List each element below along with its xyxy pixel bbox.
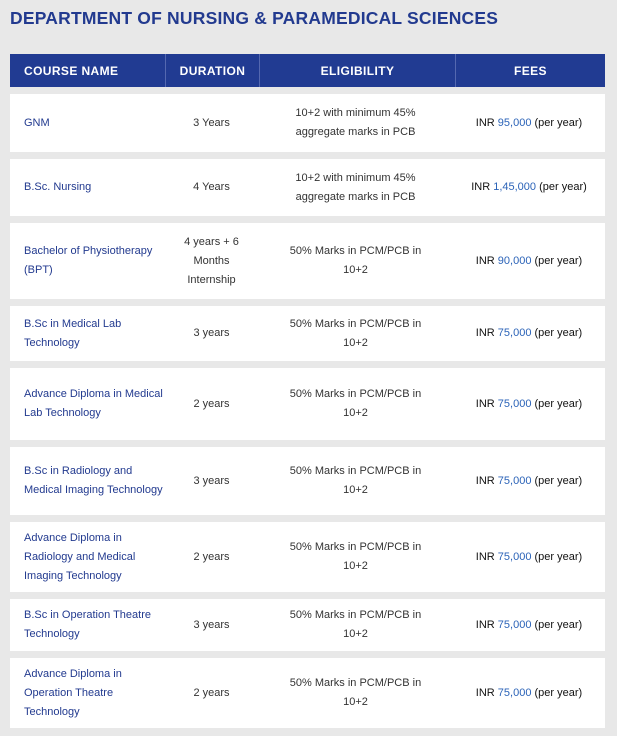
fee-currency: INR <box>475 254 495 267</box>
eligibility-cell <box>258 306 453 361</box>
courses-table <box>10 54 605 728</box>
duration-cell <box>165 522 258 592</box>
fee-amount: 1,45,000 <box>493 181 537 193</box>
eligibility-cell <box>258 522 453 592</box>
header-eligibility: ELIGIBILITY <box>260 54 456 87</box>
duration-cell-text: 3 years <box>193 474 230 487</box>
fees-cell <box>453 223 605 299</box>
fee-period: (per year) <box>534 254 583 267</box>
fees-cell <box>453 306 605 361</box>
fees-cell <box>453 159 605 216</box>
course-name-cell-text: Bachelor of Physiotherapy (BPT) <box>24 245 153 276</box>
course-name-cell <box>10 658 165 728</box>
course-name-cell-text: GNM <box>24 116 50 129</box>
fee-amount: 75,000 <box>497 327 532 339</box>
fees-cell <box>453 368 605 440</box>
eligibility-cell-text: 50% Marks in PCM/PCB in 10+2 <box>289 388 422 419</box>
eligibility-cell <box>258 447 453 515</box>
table-row <box>10 368 605 440</box>
eligibility-cell-text: 10+2 with minimum 45% aggregate marks in PCB <box>295 107 416 138</box>
header-duration: DURATION <box>166 54 260 87</box>
fee-amount: 95,000 <box>497 116 532 129</box>
fee-amount: 75,000 <box>497 618 532 631</box>
course-name-cell-text: B.Sc in Operation Theatre Technology <box>24 609 151 640</box>
duration-cell-text: 3 years <box>193 618 230 631</box>
table-row <box>10 658 605 728</box>
course-name-cell-text: Advance Diploma in Radiology and Medical Imaging Technology <box>24 531 136 582</box>
table-row <box>10 599 605 651</box>
duration-cell <box>165 223 258 299</box>
duration-cell <box>165 159 258 216</box>
table-row <box>10 447 605 515</box>
fee-amount: 75,000 <box>497 474 532 487</box>
duration-cell-text: 2 years <box>193 550 230 563</box>
fee-amount: 90,000 <box>497 254 532 267</box>
eligibility-cell-text: 50% Marks in PCM/PCB in 10+2 <box>289 245 422 276</box>
duration-cell-text: 2 years <box>193 397 230 410</box>
course-name-cell-text: B.Sc in Radiology and Medical Imaging Technology <box>24 465 163 496</box>
course-name-cell <box>10 368 165 440</box>
fees-cell <box>453 94 605 152</box>
eligibility-cell-text: 50% Marks in PCM/PCB in 10+2 <box>289 317 422 349</box>
table-row <box>10 522 605 592</box>
fee-amount: 75,000 <box>497 550 532 563</box>
fee-period: (per year) <box>539 181 587 193</box>
fee-period: (per year) <box>534 397 583 410</box>
fee-text <box>476 324 582 343</box>
eligibility-cell-text: 50% Marks in PCM/PCB in 10+2 <box>289 541 422 572</box>
fee-currency: INR <box>475 327 495 339</box>
fee-text <box>476 395 582 414</box>
page-title: DEPARTMENT OF NURSING & PARAMEDICAL SCIENCES <box>10 8 499 28</box>
course-name-cell-text: Advance Diploma in Medical Lab Technology <box>24 388 163 419</box>
eligibility-cell-text: 10+2 with minimum 45% aggregate marks in PCB <box>295 171 416 203</box>
fee-currency: INR <box>475 618 495 631</box>
course-name-cell <box>10 447 165 515</box>
fee-currency: INR <box>475 474 495 487</box>
fee-currency: INR <box>475 686 495 699</box>
fee-amount: 75,000 <box>497 397 532 410</box>
fee-text <box>471 178 587 197</box>
duration-cell-text: 4 Years <box>193 181 230 193</box>
eligibility-cell <box>258 599 453 651</box>
fee-text <box>476 616 582 635</box>
duration-cell <box>165 447 258 515</box>
eligibility-cell <box>258 223 453 299</box>
table-row <box>10 94 605 152</box>
duration-cell <box>165 306 258 361</box>
course-name-cell <box>10 94 165 152</box>
fee-period: (per year) <box>534 327 583 339</box>
eligibility-cell-text: 50% Marks in PCM/PCB in 10+2 <box>289 609 422 640</box>
course-name-cell <box>10 599 165 651</box>
eligibility-cell <box>258 368 453 440</box>
fees-cell <box>453 599 605 651</box>
header-course-name: COURSE NAME <box>10 54 166 87</box>
fee-text <box>476 548 582 567</box>
table-row <box>10 159 605 216</box>
duration-cell <box>165 658 258 728</box>
course-name-cell <box>10 522 165 592</box>
header-fees: FEES <box>514 63 547 78</box>
course-name-cell-text: B.Sc in Medical Lab Technology <box>24 317 122 349</box>
fee-period: (per year) <box>534 550 583 563</box>
fee-text <box>476 472 582 491</box>
fee-currency: INR <box>475 116 495 129</box>
course-name-cell-text: B.Sc. Nursing <box>24 181 92 193</box>
course-name-cell-text: Advance Diploma in Operation Theatre Technology <box>24 667 122 718</box>
duration-cell <box>165 94 258 152</box>
course-name-cell <box>10 223 165 299</box>
table-row <box>10 223 605 299</box>
fee-text <box>476 684 582 703</box>
duration-cell <box>165 599 258 651</box>
duration-cell-text: 3 years <box>193 327 230 339</box>
duration-cell <box>165 368 258 440</box>
duration-cell-text: 2 years <box>193 686 230 699</box>
fee-currency: INR <box>475 397 495 410</box>
fee-period: (per year) <box>534 474 583 487</box>
fee-amount: 75,000 <box>497 686 532 699</box>
eligibility-cell <box>258 159 453 216</box>
table-header <box>10 54 605 87</box>
course-name-cell <box>10 306 165 361</box>
fees-cell <box>453 522 605 592</box>
eligibility-cell-text: 50% Marks in PCM/PCB in 10+2 <box>289 677 422 708</box>
fee-currency: INR <box>475 550 495 563</box>
fee-period: (per year) <box>534 116 583 129</box>
course-name-cell <box>10 159 165 216</box>
fees-cell <box>453 447 605 515</box>
fee-currency: INR <box>471 181 491 193</box>
table-row <box>10 306 605 361</box>
fee-period: (per year) <box>534 618 583 631</box>
fee-text <box>476 252 582 271</box>
eligibility-cell-text: 50% Marks in PCM/PCB in 10+2 <box>289 465 422 496</box>
duration-cell-text: 3 Years <box>193 116 230 129</box>
fees-cell <box>453 658 605 728</box>
fee-text <box>476 114 582 133</box>
fee-period: (per year) <box>534 686 583 699</box>
eligibility-cell <box>258 658 453 728</box>
eligibility-cell <box>258 94 453 152</box>
duration-cell-text: 4 years + 6 Months Internship <box>184 235 239 286</box>
